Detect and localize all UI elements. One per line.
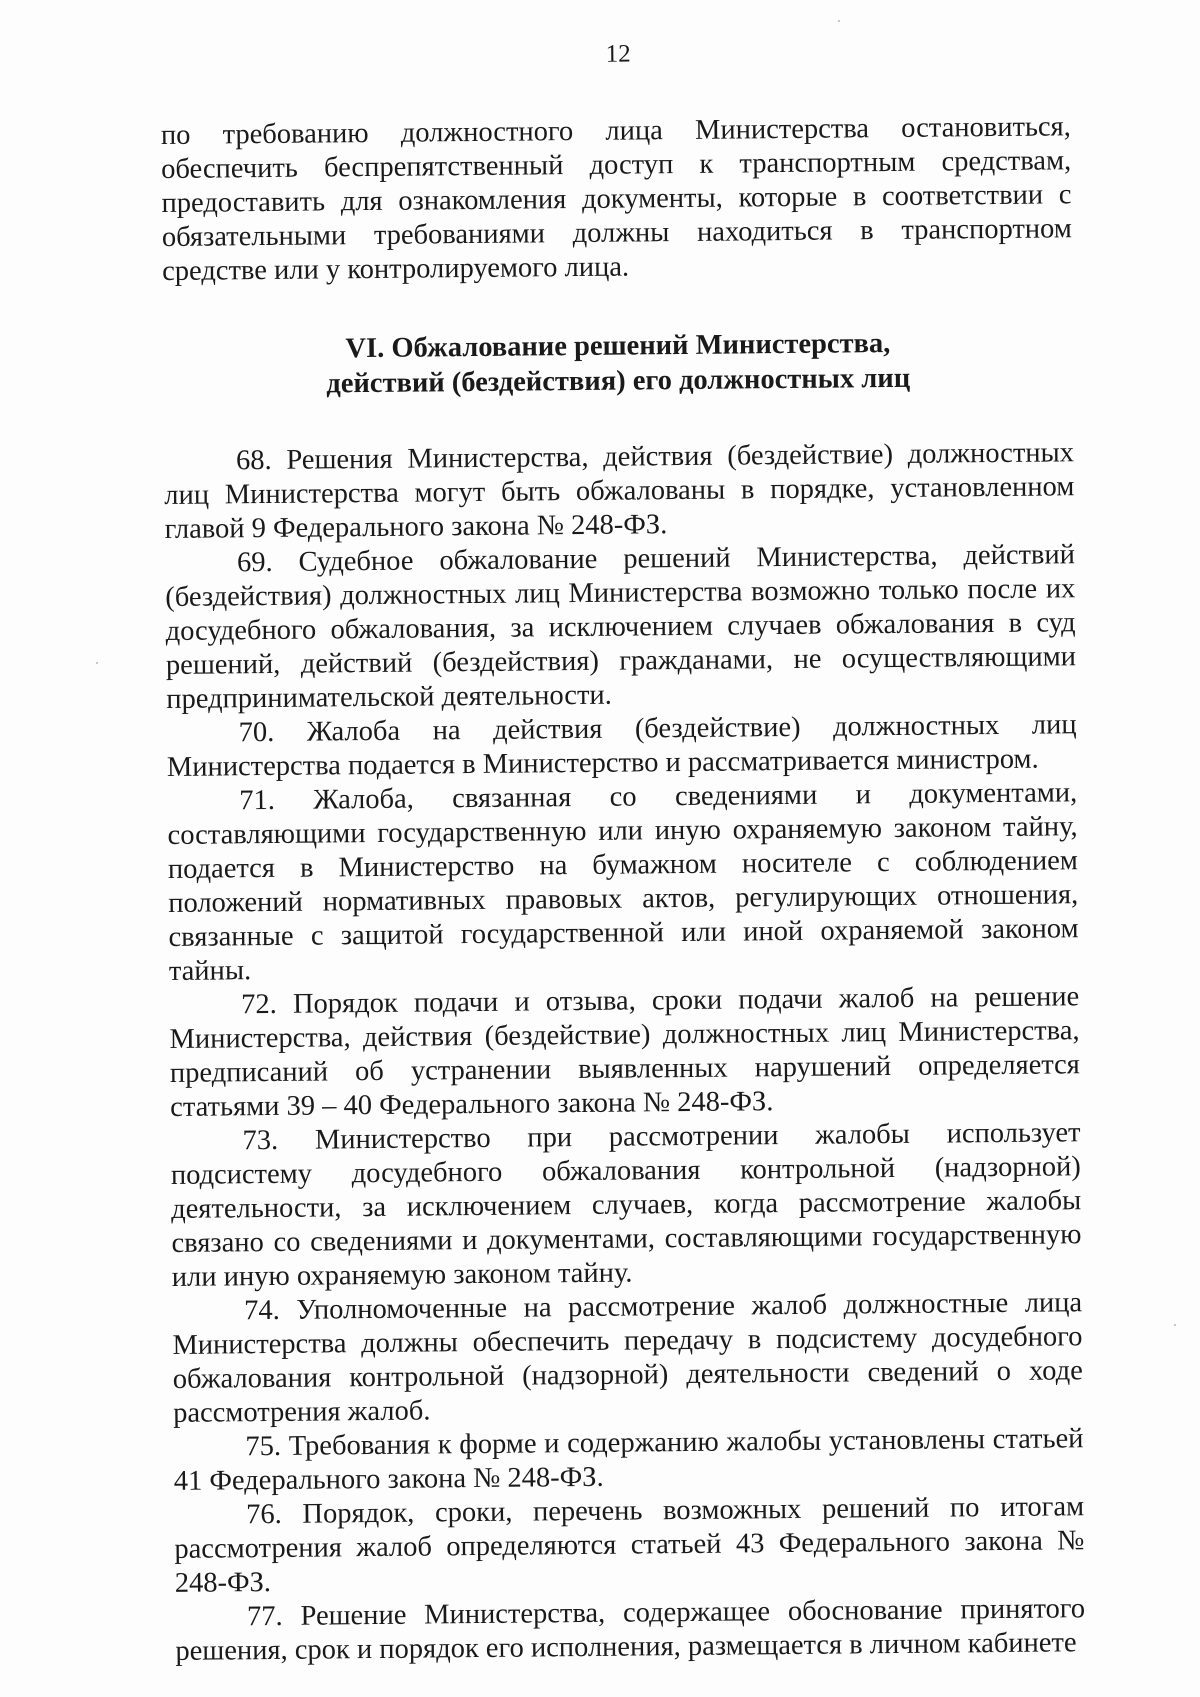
section-heading-line-1: VI. Обжалование решений Министерства, xyxy=(345,328,891,365)
paragraph-76: 76. Порядок, сроки, перечень возможных решений по итогам рассмотрения жалоб определяются статьей 43 Федерального закона № 248-ФЗ. xyxy=(174,1491,1085,1599)
paragraph-70: 70. Жалоба на действия (бездействие) должностных лиц Министерства подается в Министерство и рассматривается министром. xyxy=(166,709,1077,783)
paragraph-75: 75. Требования к форме и содержанию жалобы установлены статьей 41 Федерального закона № 248-ФЗ. xyxy=(173,1423,1084,1497)
scan-speck xyxy=(1174,1324,1176,1326)
paragraph-74: 74. Уполномоченные на рассмотрение жалоб должностные лица Министерства должны обеспечить передачу в подсистему досудебного обжалования контрольной (надзорной) деятельности сведений о ходе рассмотрения жалоб. xyxy=(172,1287,1083,1429)
scan-speck xyxy=(96,662,98,664)
page-number: 12 xyxy=(605,40,631,68)
paragraph-73: 73. Министерство при рассмотрении жалобы использует подсистему досудебного обжалования контрольной (надзорной) деятельности, за исключением случаев, когда рассмотрение жалобы связано со сведениями и документами, составляющими государственную или иную охраняемую законом тайну. xyxy=(170,1117,1082,1293)
section-heading-line-2: действий (бездействия) его должностных лиц xyxy=(326,362,911,400)
paragraph-68: 68. Решения Министерства, действия (бездействие) должностных лиц Министерства могут быть обжалованы в порядке, установленном главой 9 Федерального закона № 248-ФЗ. xyxy=(164,437,1075,545)
paragraph-69: 69. Судебное обжалование решений Министерства, действий (бездействия) должностных лиц Министерства возможно только после их досудебного обжалования, за исключением случаев обжалования в суд решений, действий (бездействия) гражданами, не осуществляющими предпринимательской деятельности. xyxy=(165,539,1077,715)
paragraph-71: 71. Жалоба, связанная со сведениями и документами, составляющими государственную или иную охраняемую законом тайну, подается в Министерство на бумажном носителе с соблюдением положений нормативных правовых актов, регулирующих отношения, связанные с защитой государственной или иной охраняемой законом тайны. xyxy=(167,777,1079,987)
intro-paragraph: по требованию должностного лица Министерства остановиться, обеспечить беспрепятственный доступ к транспортным средствам, предоставить для ознакомления документы, которые в соответствии с обязательными требованиями должны находиться в транспортном средстве или у контролируемого лица. xyxy=(160,111,1072,287)
paragraph-72: 72. Порядок подачи и отзыва, сроки подачи жалоб на решение Министерства, действия (бездействие) должностных лиц Министерства, предписаний об устранении выявленных нарушений определяется статьями 39 – 40 Федерального закона № 248-ФЗ. xyxy=(169,981,1080,1123)
scan-speck xyxy=(838,20,840,22)
section-heading xyxy=(163,324,1074,403)
page-content xyxy=(160,35,1086,1669)
paragraph-77: 77. Решение Министерства, содержащее обоснование принятого решения, срок и порядок его исполнения, размещается в личном кабинете xyxy=(175,1593,1086,1667)
